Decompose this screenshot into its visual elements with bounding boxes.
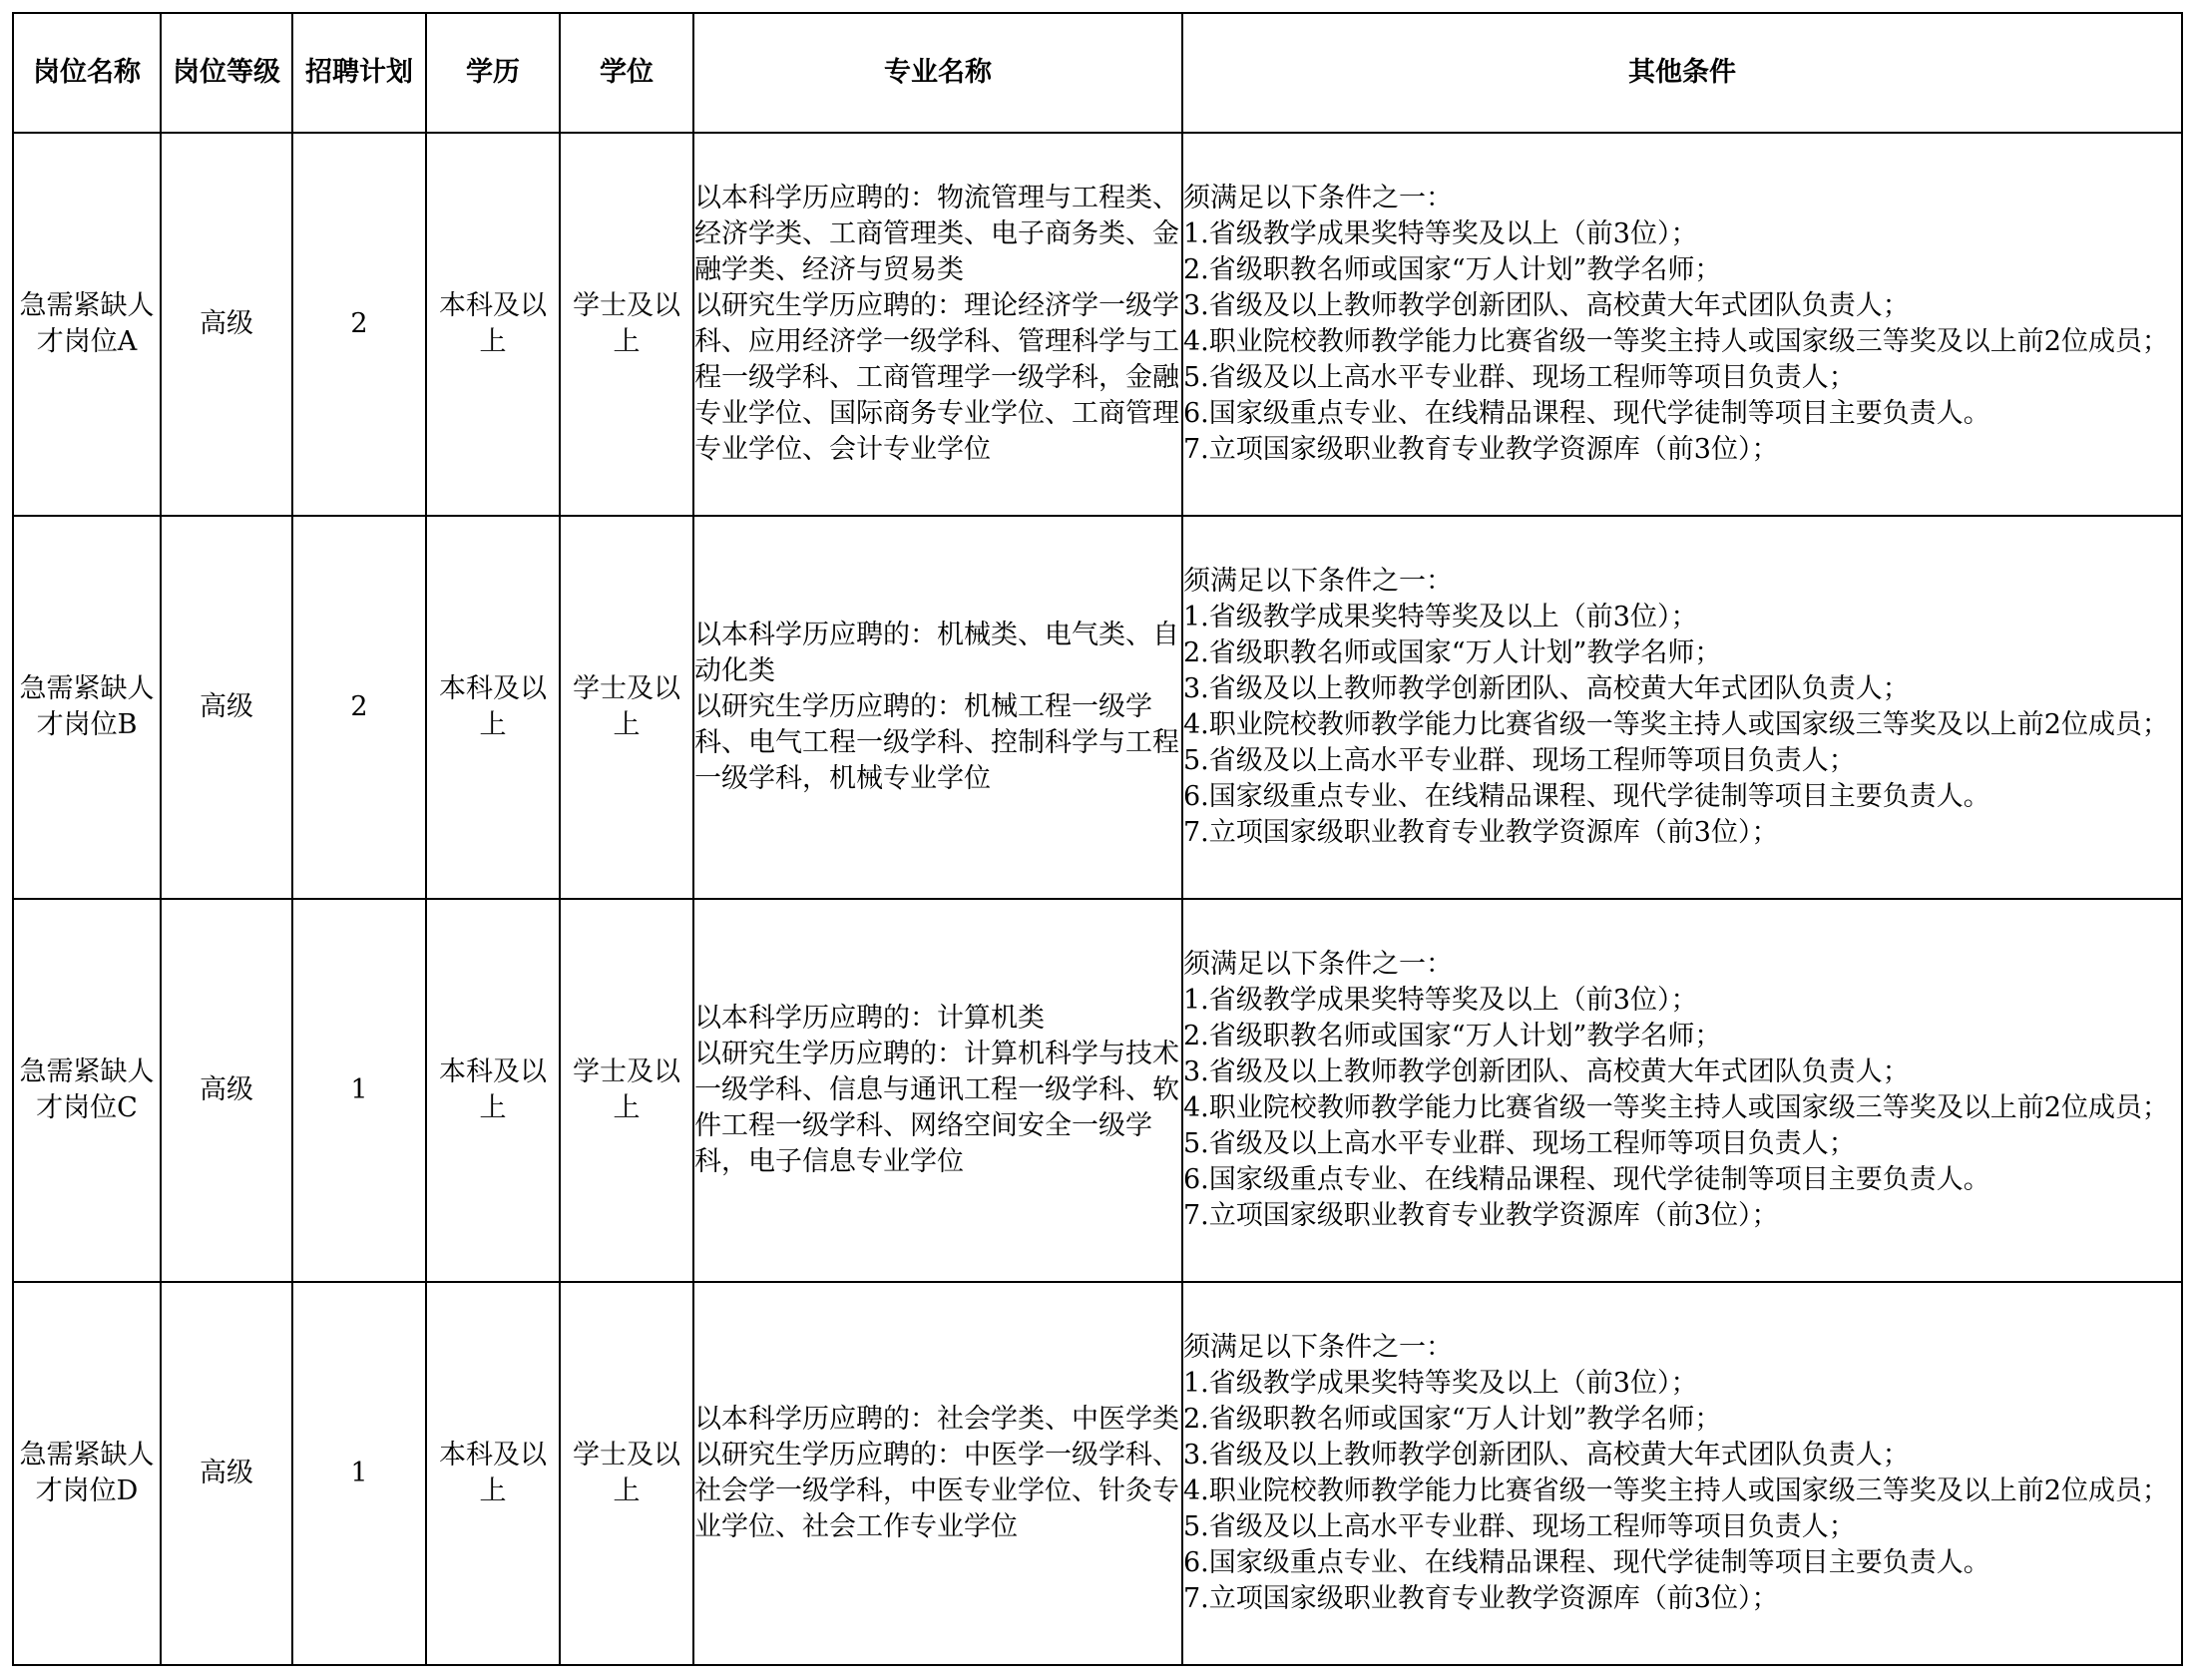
other-conditions-cell <box>1182 1282 2182 1665</box>
condition-item: 6.国家级重点专业、在线精品课程、现代学徒制等项目主要负责人。 <box>1183 398 1990 429</box>
major-name-cell: 以本科学历应聘的：计算机类 以研究生学历应聘的：计算机科学与技术一级学科、信息与通讯工程一级学科、软件工程一级学科、网络空间安全一级学科，电子信息专业学位 <box>693 899 1182 1282</box>
condition-item: 5.省级及以上高水平专业群、现场工程师等项目负责人； <box>1183 1511 1856 1542</box>
condition-item: 6.国家级重点专业、在线精品课程、现代学徒制等项目主要负责人。 <box>1183 1547 1990 1578</box>
condition-item: 2.省级职教名师或国家“万人计划”教学名师； <box>1183 1404 1722 1435</box>
other-conditions-cell <box>1182 516 2182 899</box>
condition-item: 6.国家级重点专业、在线精品课程、现代学徒制等项目主要负责人。 <box>1183 781 1990 812</box>
condition-item: 4.职业院校教师教学能力比赛省级一等奖主持人或国家级三等奖及以上前2位成员； <box>1183 709 2169 740</box>
condition-item: 7.立项国家级职业教育专业教学资源库（前3位）； <box>1183 434 1779 465</box>
condition-item: 3.省级及以上教师教学创新团队、高校黄大年式团队负责人； <box>1183 290 1910 321</box>
condition-item: 1.省级教学成果奖特等奖及以上（前3位）； <box>1183 218 1698 249</box>
education-cell: 本科及以上 <box>426 1282 560 1665</box>
condition-item: 2.省级职教名师或国家“万人计划”教学名师； <box>1183 637 1722 668</box>
conditions-intro: 须满足以下条件之一： <box>1183 566 1453 597</box>
position-name-cell: 急需紧缺人才岗位B <box>13 516 161 899</box>
header-other-conditions: 其他条件 <box>1182 13 2182 133</box>
header-position-name: 岗位名称 <box>13 13 161 133</box>
header-position-level: 岗位等级 <box>161 13 292 133</box>
header-row <box>13 13 2182 133</box>
other-conditions-cell <box>1182 133 2182 516</box>
condition-item: 1.省级教学成果奖特等奖及以上（前3位）； <box>1183 602 1698 632</box>
position-level-cell: 高级 <box>161 516 292 899</box>
condition-item: 4.职业院校教师教学能力比赛省级一等奖主持人或国家级三等奖及以上前2位成员； <box>1183 1475 2169 1506</box>
degree-cell: 学士及以上 <box>560 899 693 1282</box>
condition-item: 3.省级及以上教师教学创新团队、高校黄大年式团队负责人； <box>1183 673 1910 704</box>
other-conditions-cell <box>1182 899 2182 1282</box>
major-name-cell: 以本科学历应聘的：社会学类、中医学类 以研究生学历应聘的：中医学一级学科、社会学一级学科，中医专业学位、针灸专业学位、社会工作专业学位 <box>693 1282 1182 1665</box>
condition-item: 5.省级及以上高水平专业群、现场工程师等项目负责人； <box>1183 1128 1856 1159</box>
degree-cell: 学士及以上 <box>560 516 693 899</box>
condition-item: 5.省级及以上高水平专业群、现场工程师等项目负责人； <box>1183 745 1856 776</box>
condition-item: 5.省级及以上高水平专业群、现场工程师等项目负责人； <box>1183 362 1856 393</box>
condition-item: 4.职业院校教师教学能力比赛省级一等奖主持人或国家级三等奖及以上前2位成员； <box>1183 326 2169 357</box>
condition-item: 7.立项国家级职业教育专业教学资源库（前3位）； <box>1183 817 1779 848</box>
conditions-intro: 须满足以下条件之一： <box>1183 949 1453 980</box>
header-degree: 学位 <box>560 13 693 133</box>
condition-item: 2.省级职教名师或国家“万人计划”教学名师； <box>1183 1021 1722 1051</box>
position-name-cell: 急需紧缺人才岗位D <box>13 1282 161 1665</box>
condition-item: 1.省级教学成果奖特等奖及以上（前3位）； <box>1183 1368 1698 1399</box>
position-level-cell: 高级 <box>161 1282 292 1665</box>
table-row <box>13 516 2182 899</box>
recruitment-plan-cell: 1 <box>292 1282 426 1665</box>
header-major-name: 专业名称 <box>693 13 1182 133</box>
degree-cell: 学士及以上 <box>560 1282 693 1665</box>
condition-item: 7.立项国家级职业教育专业教学资源库（前3位）； <box>1183 1200 1779 1231</box>
header-education: 学历 <box>426 13 560 133</box>
condition-item: 4.职业院校教师教学能力比赛省级一等奖主持人或国家级三等奖及以上前2位成员； <box>1183 1092 2169 1123</box>
education-cell: 本科及以上 <box>426 516 560 899</box>
header-recruitment-plan: 招聘计划 <box>292 13 426 133</box>
major-name-cell: 以本科学历应聘的：机械类、电气类、自动化类 以研究生学历应聘的：机械工程一级学科、电气工程一级学科、控制科学与工程一级学科，机械专业学位 <box>693 516 1182 899</box>
condition-item: 6.国家级重点专业、在线精品课程、现代学徒制等项目主要负责人。 <box>1183 1164 1990 1195</box>
condition-item: 2.省级职教名师或国家“万人计划”教学名师； <box>1183 254 1722 285</box>
education-cell: 本科及以上 <box>426 133 560 516</box>
position-level-cell: 高级 <box>161 899 292 1282</box>
education-cell: 本科及以上 <box>426 899 560 1282</box>
table-row <box>13 133 2182 516</box>
condition-item: 7.立项国家级职业教育专业教学资源库（前3位）； <box>1183 1583 1779 1614</box>
recruitment-plan-cell: 2 <box>292 516 426 899</box>
conditions-intro: 须满足以下条件之一： <box>1183 1332 1453 1363</box>
position-level-cell: 高级 <box>161 133 292 516</box>
recruitment-table <box>12 12 2183 1666</box>
degree-cell: 学士及以上 <box>560 133 693 516</box>
table-row <box>13 899 2182 1282</box>
table-row <box>13 1282 2182 1665</box>
position-name-cell: 急需紧缺人才岗位A <box>13 133 161 516</box>
condition-item: 3.省级及以上教师教学创新团队、高校黄大年式团队负责人； <box>1183 1440 1910 1470</box>
recruitment-plan-cell: 1 <box>292 899 426 1282</box>
conditions-intro: 须满足以下条件之一： <box>1183 183 1453 213</box>
condition-item: 3.省级及以上教师教学创新团队、高校黄大年式团队负责人； <box>1183 1056 1910 1087</box>
condition-item: 1.省级教学成果奖特等奖及以上（前3位）； <box>1183 985 1698 1016</box>
position-name-cell: 急需紧缺人才岗位C <box>13 899 161 1282</box>
major-name-cell: 以本科学历应聘的：物流管理与工程类、经济学类、工商管理类、电子商务类、金融学类、经济与贸易类 以研究生学历应聘的：理论经济学一级学科、应用经济学一级学科、管理科学与工程一级学科、工商管理学一级学科，金融专业学位、国际商务专业学位、工商管理专业学位、会计专业学位 <box>693 133 1182 516</box>
recruitment-plan-cell: 2 <box>292 133 426 516</box>
